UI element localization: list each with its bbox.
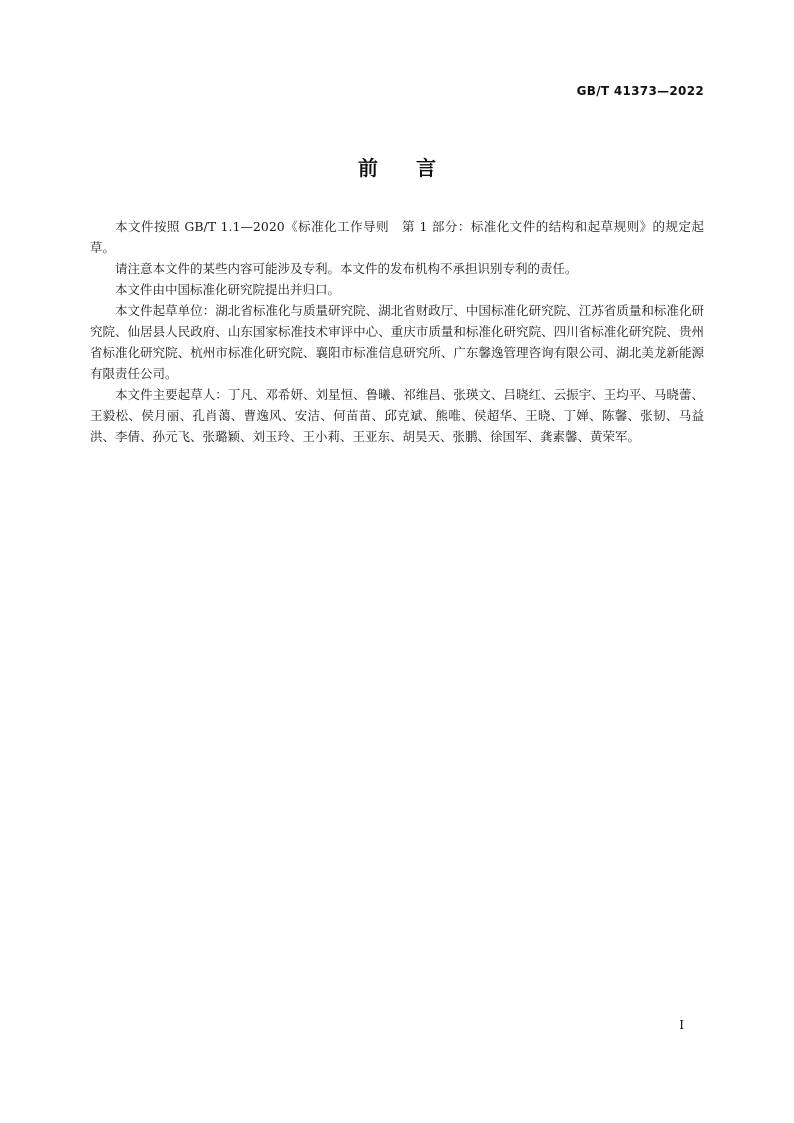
paragraph-drafting-organizations: 本文件起草单位：湖北省标准化与质量研究院、湖北省财政厅、中国标准化研究院、江苏省质量和标准化研究院、仙居县人民政府、山东国家标准技术审评中心、重庆市质量和标准化研究院、四川省标准化研究院、贵州省标准化研究院、杭州市标准化研究院、襄阳市标准信息研究所、广东馨逸管理咨询有限公司、湖北美龙新能源有限责任公司。 bbox=[90, 303, 704, 381]
page-number: I bbox=[679, 1018, 684, 1032]
paragraph-main-drafters: 本文件主要起草人：丁凡、邓希妍、刘星恒、鲁曦、祁维昌、张瑛文、吕晓红、云振宇、王均平、马晓蕾、王毅松、侯月丽、孔肖蔼、曹逸风、安洁、何苗苗、邱克斌、熊唯、侯超华、王晓、丁婵、陈馨、张韧、马益洪、李倩、孙元飞、张璐颖、刘玉玲、王小莉、王亚东、胡昊天、张鹏、徐国军、龚素馨、黄荣军。 bbox=[90, 387, 704, 444]
preface-body bbox=[90, 216, 704, 447]
standard-code: GB/T 41373—2022 bbox=[576, 84, 704, 98]
paragraph-drafting-rules: 本文件按照 GB/T 1.1—2020《标准化工作导则 第 1 部分：标准化文件的结构和起草规则》的规定起草。 bbox=[90, 219, 704, 255]
paragraph-patent-notice: 请注意本文件的某些内容可能涉及专利。本文件的发布机构不承担识别专利的责任。 bbox=[115, 261, 578, 276]
section-title: 前言 bbox=[358, 156, 474, 180]
paragraph-proposer: 本文件由中国标准化研究院提出并归口。 bbox=[115, 282, 341, 297]
